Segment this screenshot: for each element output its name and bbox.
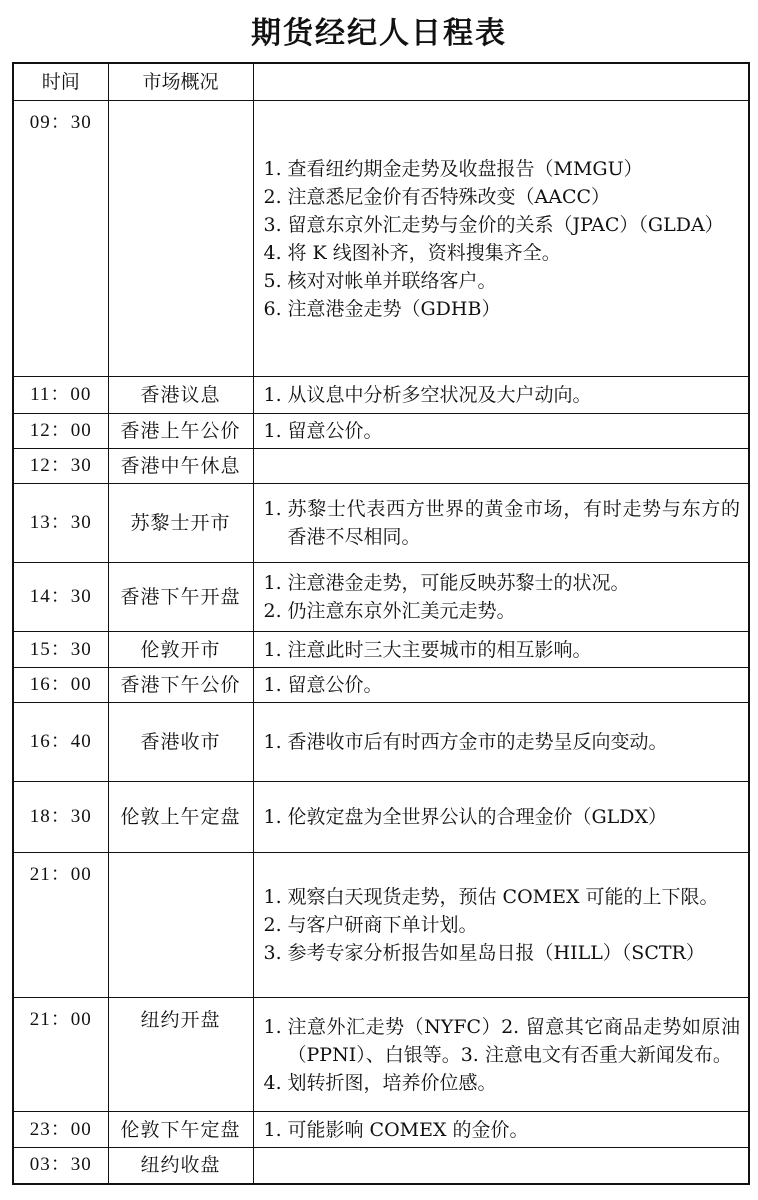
note-item [264,211,741,239]
table-row [13,998,749,1112]
note-item [264,183,741,211]
table-row [13,853,749,998]
cell-market: 香港下午开盘 [108,563,253,632]
cell-notes [253,668,749,703]
cell-market: 香港上午公价 [108,414,253,449]
note-item [264,911,741,939]
note-text: 从议息中分析多空状况及大户动向。 [287,384,592,406]
note-number: 1. [263,157,282,180]
cell-time: 21：00 [13,853,108,998]
cell-time: 12：00 [13,414,108,449]
cell-notes [253,563,749,632]
table-row [13,632,749,668]
table-row [13,703,749,782]
note-text: 注意悉尼金价有否特殊改变（AACC） [287,185,611,208]
cell-notes [253,632,749,668]
cell-time: 21：00 [13,998,108,1112]
cell-time: 16：40 [13,703,108,782]
cell-notes [253,998,749,1112]
cell-time: 18：30 [13,782,108,853]
cell-notes [253,449,749,484]
note-item [264,883,741,911]
cell-time: 12：30 [13,449,108,484]
note-number: 1. [263,638,282,661]
note-text: 将 K 线图补齐，资料搜集齐全。 [287,241,561,264]
note-text: 参考专家分析报告如星岛日报（HILL）（SCTR） [287,942,705,964]
cell-time: 16：00 [13,668,108,703]
cell-notes [253,101,749,377]
note-item [264,239,741,267]
note-number: 3. [263,213,282,236]
cell-time: 11：00 [13,377,108,414]
table-header-row [13,63,749,101]
cell-market: 纽约开盘 [108,998,253,1112]
note-number: 4. [263,241,282,264]
note-number: 1. [263,384,282,406]
cell-notes [253,782,749,853]
cell-time: 13：30 [13,484,108,563]
note-text: 注意港金走势，可能反映苏黎士的状况。 [287,572,630,594]
cell-notes [253,414,749,449]
note-item [264,295,741,323]
schedule-body [13,101,749,1184]
cell-notes [253,703,749,782]
note-number: 4. [263,1071,282,1094]
cell-notes [253,1112,749,1148]
note-number: 5. [263,269,282,292]
note-number: 1. [263,572,282,594]
note-number: 1. [263,674,282,696]
note-number: 1. [263,806,282,828]
cell-market: 香港中午休息 [108,449,253,484]
cell-notes [253,853,749,998]
note-item [264,155,741,183]
note-text: 注意外汇走势（NYFC）2. 留意其它商品走势如原油（PPNI）、白银等。3. 注意电文有否重大新闻发布。 [287,1015,740,1066]
schedule-table [12,62,750,1185]
note-item [264,939,741,967]
table-row [13,101,749,377]
note-text: 注意此时三大主要城市的相互影响。 [287,638,592,661]
note-text: 香港收市后有时西方金市的走势呈反向变动。 [287,731,668,753]
cell-market: 苏黎士开市 [108,484,253,563]
note-number: 3. [263,942,282,964]
note-item [264,417,741,445]
note-text: 留意东京外汇走势与金价的关系（JPAC）（GLDA） [287,213,724,236]
cell-notes [253,377,749,414]
cell-market: 纽约收盘 [108,1148,253,1184]
cell-time: 14：30 [13,563,108,632]
note-text: 仍注意东京外汇美元走势。 [287,600,516,622]
note-number: 2. [263,185,282,208]
header-notes [253,63,749,101]
cell-market: 香港议息 [108,377,253,414]
cell-time: 23：00 [13,1112,108,1148]
cell-market [108,853,253,998]
note-item [264,1116,741,1144]
note-text: 留意公价。 [287,674,383,696]
note-number: 1. [263,1118,282,1141]
table-row [13,1112,749,1148]
cell-market: 伦敦开市 [108,632,253,668]
note-item [264,803,741,831]
table-row [13,377,749,414]
note-item [264,381,741,409]
note-number: 1. [263,1015,282,1038]
note-item [264,728,741,756]
note-item [264,1013,741,1069]
page-title: 期货经纪人日程表 [251,16,507,51]
note-text: 与客户研商下单计划。 [287,914,478,936]
table-row [13,668,749,703]
note-item [264,267,741,295]
cell-time: 15：30 [13,632,108,668]
note-number: 2. [263,600,282,622]
note-item [264,671,741,699]
note-text: 核对对帐单并联络客户。 [287,269,497,292]
cell-time: 03：30 [13,1148,108,1184]
note-text: 划转折图，培养价位感。 [287,1071,497,1094]
note-item [264,597,741,625]
table-row [13,414,749,449]
cell-notes [253,484,749,563]
note-item [264,569,741,597]
table-row [13,449,749,484]
note-number: 1. [263,731,282,753]
cell-time: 09：30 [13,101,108,377]
note-number: 1. [263,498,282,520]
note-item [264,636,741,664]
note-text: 可能影响 COMEX 的金价。 [287,1118,529,1141]
cell-market: 香港下午公价 [108,668,253,703]
note-number: 1. [263,886,282,908]
note-text: 留意公价。 [287,420,383,442]
note-number: 2. [263,914,282,936]
table-row [13,782,749,853]
header-time: 时间 [13,63,108,101]
note-text: 注意港金走势（GDHB） [287,297,501,320]
cell-market: 伦敦下午定盘 [108,1112,253,1148]
note-text: 苏黎士代表西方世界的黄金市场，有时走势与东方的香港不尽相同。 [287,498,740,548]
note-item [264,1069,741,1097]
note-number: 6. [263,297,282,320]
note-text: 伦敦定盘为全世界公认的合理金价（GLDX） [287,806,668,828]
table-row [13,1148,749,1184]
header-market: 市场概况 [108,63,253,101]
table-row [13,563,749,632]
cell-market: 伦敦上午定盘 [108,782,253,853]
cell-market: 香港收市 [108,703,253,782]
note-text: 查看纽约期金走势及收盘报告（MMGU） [287,157,643,180]
note-text: 观察白天现货走势，预估 COMEX 可能的上下限。 [287,886,719,908]
note-number: 1. [263,420,282,442]
cell-notes [253,1148,749,1184]
table-row [13,484,749,563]
note-item [264,495,741,551]
cell-market [108,101,253,377]
